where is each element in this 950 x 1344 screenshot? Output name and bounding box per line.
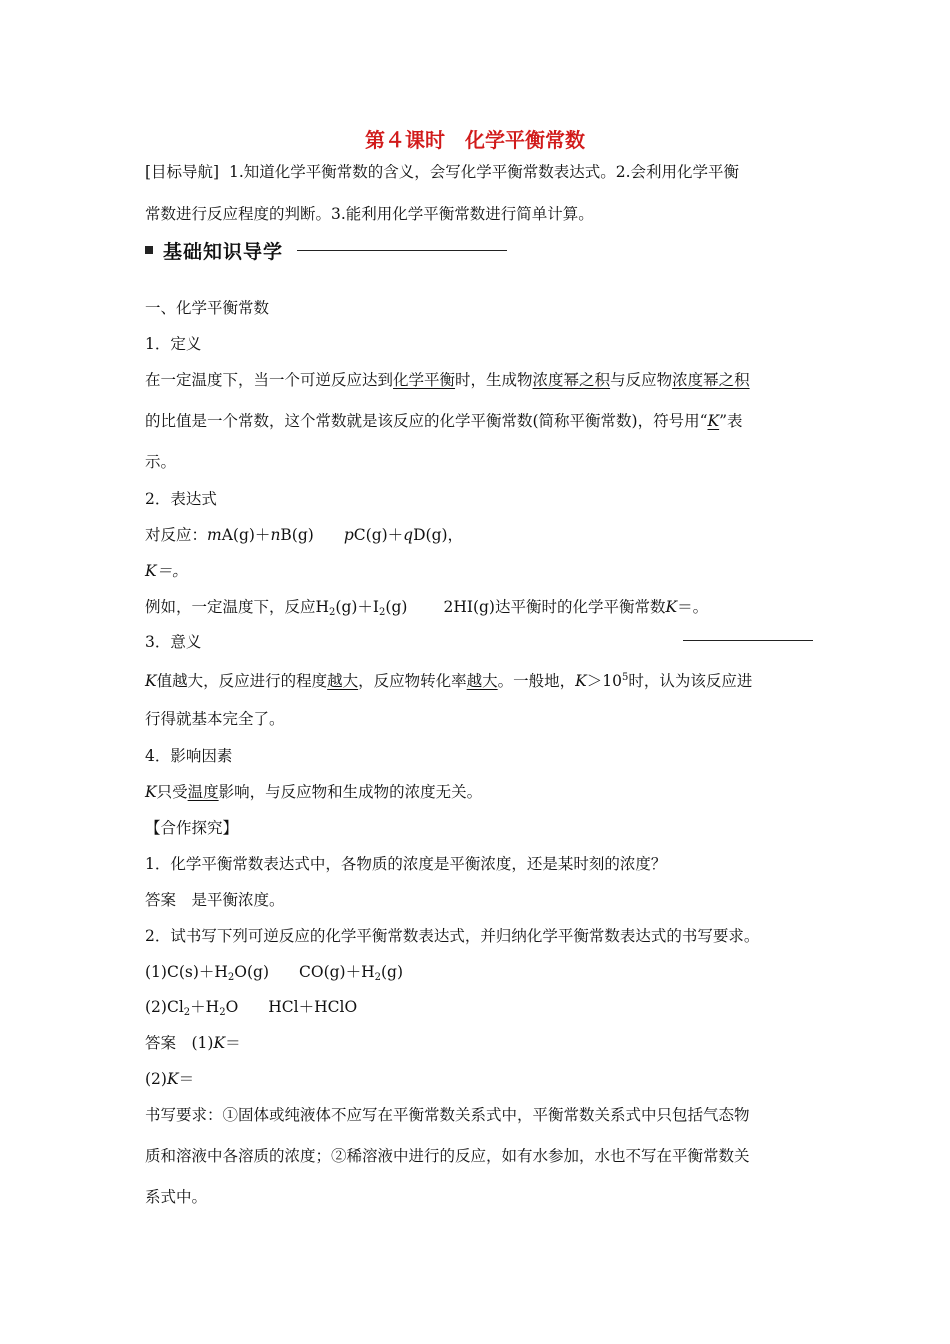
text-span: C(g)＋ [353, 526, 404, 544]
symbol-k: K [213, 1034, 226, 1052]
meaning-heading: 3．意义 [145, 633, 202, 651]
question-2: 2．试书写下列可逆反应的化学平衡常数表达式，并归纳化学平衡常数表达式的书写要求。 [145, 927, 760, 945]
text-span: 时，生成物 [455, 371, 533, 389]
text-span: ＋H [190, 998, 220, 1016]
text-span: 影响，与反应物和生成物的浓度无关。 [218, 783, 483, 801]
answer-1: 答案 是平衡浓度。 [145, 891, 285, 909]
text-span: B(g) [280, 526, 314, 544]
definition-line-1 [145, 370, 810, 390]
expression-heading: 2．表达式 [145, 490, 217, 508]
text-span: 答案 (1) [145, 1034, 214, 1052]
text-span: 2HI(g)达平衡时的化学平衡常数 [443, 598, 666, 616]
subscript: 2 [379, 607, 386, 618]
text-span: 例如，一定温度下，反应H [145, 598, 330, 616]
answer-2-part-2 [145, 1069, 810, 1089]
underlined-symbol-k: K [707, 412, 720, 430]
underlined-term: 浓度幂之积 [672, 371, 750, 389]
subscript: 2 [374, 972, 381, 983]
definition-heading: 1．定义 [145, 335, 202, 353]
text-span: ＝ [178, 1070, 195, 1088]
answer-blank [683, 640, 813, 641]
text-span: (g)＋I [335, 598, 380, 616]
text-span: 与反应物 [610, 371, 673, 389]
text-span: 时，认为该反应进 [628, 672, 753, 690]
meaning-line-1 [145, 668, 810, 691]
text-span: CO(g)＋H [299, 963, 375, 981]
coefficient: q [403, 526, 414, 544]
requirements-line-1: 书写要求：①固体或纯液体不应写在平衡常数关系式中，平衡常数关系式中只包括气态物 [145, 1106, 750, 1124]
underlined-term: 越大 [327, 672, 359, 690]
text-span: HCl＋HClO [268, 998, 358, 1016]
text-span: A(g)＋ [221, 526, 271, 544]
page-title: 第４课时 化学平衡常数 [365, 128, 585, 152]
symbol-k: K [166, 1070, 179, 1088]
superscript: 5 [622, 672, 629, 683]
coefficient: m [207, 526, 222, 544]
objectives-line-1 [145, 162, 810, 182]
subscript: 2 [183, 1007, 191, 1018]
text-span: 值越大，反应进行的程度 [156, 672, 328, 690]
underlined-term: 化学平衡 [393, 371, 456, 389]
symbol-k: K [145, 783, 157, 801]
requirements-line-2: 质和溶液中各溶质的浓度；②稀溶液中进行的反应，如有水参加，水也不写在平衡常数关 [145, 1147, 750, 1165]
underlined-term: 温度 [187, 783, 219, 801]
text-span: ＞10 [586, 672, 622, 690]
text-span: 。一般地， [497, 672, 576, 690]
underlined-term: 越大 [466, 672, 498, 690]
subscript: 2 [227, 972, 235, 983]
meaning-line-2: 行得就基本完全了。 [145, 710, 285, 728]
coefficient: n [270, 526, 281, 544]
text-span: 对反应： [145, 526, 208, 544]
requirements-line-3: 系式中。 [145, 1188, 208, 1206]
subscript: 2 [329, 607, 336, 618]
explore-heading: 【合作探究】 [145, 819, 239, 837]
square-bullet-icon [145, 246, 153, 254]
factors-line [145, 782, 810, 802]
text-span: (g) [385, 598, 408, 616]
text-span: ＝。 [677, 598, 709, 616]
reaction-2 [145, 997, 810, 1023]
symbol-k: K [145, 672, 157, 690]
answer-2-part-1 [145, 1033, 810, 1053]
underlined-term: 浓度幂之积 [532, 371, 611, 389]
coefficient: p [343, 526, 354, 544]
symbol-k: K [665, 598, 678, 616]
text-span: (1)C(s)＋H [145, 963, 228, 981]
text-span: (g) [380, 963, 404, 981]
text-span: 只受 [156, 783, 188, 801]
section-heading [145, 238, 507, 262]
symbol-k: K [575, 672, 587, 690]
factors-heading: 4．影响因素 [145, 747, 233, 765]
text-span: ，反应物转化率 [358, 672, 467, 690]
text-span: ＝ [225, 1034, 241, 1052]
subscript: 2 [219, 1007, 226, 1018]
definition-line-2 [145, 411, 810, 431]
heading-rule [297, 250, 507, 251]
objectives-label: [目标导航] [145, 163, 220, 181]
text-span: ”表 [719, 412, 743, 430]
part1-heading: 一、化学平衡常数 [145, 299, 270, 317]
text-span: O(g) [234, 963, 269, 981]
text-span: (2)Cl [145, 998, 184, 1016]
objectives-line-2: 常数进行反应程度的判断。3.能利用化学平衡常数进行简单计算。 [145, 205, 594, 223]
text-span: 在一定温度下，当一个可逆反应达到 [145, 371, 394, 389]
text-span: D(g)， [413, 526, 464, 544]
objectives-text-1: 1.知道化学平衡常数的含义，会写化学平衡常数表达式。2.会利用化学平衡 [228, 163, 740, 181]
k-expression-line: K＝。 [145, 562, 188, 580]
reaction-1 [145, 962, 810, 988]
reaction-general [145, 525, 810, 545]
section-heading-text: 基础知识导学 [163, 240, 284, 263]
question-1: 1．化学平衡常数表达式中，各物质的浓度是平衡浓度，还是某时刻的浓度？ [145, 855, 667, 873]
text-span: 的比值是一个常数，这个常数就是该反应的化学平衡常数(简称平衡常数)，符号用“ [145, 412, 708, 430]
definition-line-3: 示。 [145, 453, 177, 471]
example-line [145, 597, 810, 623]
text-span: (2) [145, 1070, 167, 1088]
text-span: O [225, 998, 239, 1016]
